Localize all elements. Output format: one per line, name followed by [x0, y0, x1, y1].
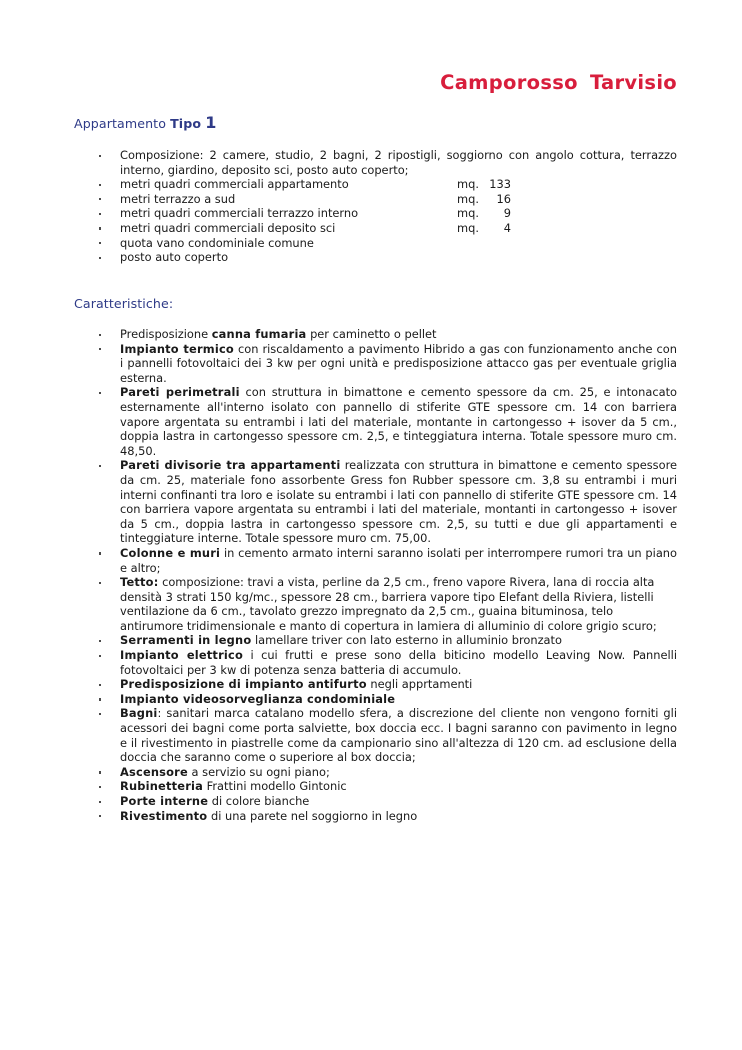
list-item	[96, 458, 677, 546]
list-item-term: Serramenti in legno	[120, 633, 252, 648]
list-item	[96, 177, 677, 192]
list-item-text: : sanitari marca catalano modello sfera, a discrezione del cliente non vengono forniti gli acessori dei bagni come porta salviette, box doccia ecc. I bagni saranno con pavimento in legno e il rivestimento in piastrelle come da campionario sino all'altezza di 120 cm. ad esclusione della doccia che saranno come o superiore al box doccia;	[120, 706, 677, 765]
list-item	[96, 250, 677, 265]
apartment-type-heading	[74, 115, 216, 131]
list-item	[96, 221, 677, 236]
list-item	[96, 342, 677, 386]
list-item-text: in cemento armato interni saranno isolati per interrompere rumori tra un piano e altro;	[120, 545, 677, 575]
measure-value: 9	[503, 206, 511, 221]
list-item-text: negli apprtamenti	[366, 677, 473, 692]
list-item-text: a servizio su ogni piano;	[187, 764, 330, 779]
measure-label: metri quadri commerciali appartamento	[120, 177, 349, 192]
list-item	[96, 192, 677, 207]
list-item-term: Predisposizione di impianto antifurto	[120, 677, 367, 692]
list-item-text: lamellare triver con lato esterno in alluminio bronzato	[251, 633, 562, 648]
measure-label: metri terrazzo a sud	[120, 191, 236, 206]
measure-unit: mq.	[457, 220, 479, 235]
measure-row	[120, 191, 511, 206]
page-title: Camporosso Tarvisio	[440, 71, 677, 94]
measure-value: 133	[489, 177, 511, 192]
list-item-text: i cui frutti e prese sono della biticino modello Leaving Now. Pannelli fotovoltaici per 3 kw di potenza senza batteria di accumulo.	[120, 648, 677, 677]
apartment-heading-label: Tipo	[170, 116, 202, 131]
measure-value: 4	[503, 220, 511, 235]
list-item-term: Impianto elettrico	[120, 648, 243, 663]
list-item-term: Impianto termico	[120, 341, 234, 356]
list-item-term: Colonne e muri	[120, 545, 221, 560]
list-item	[96, 677, 677, 692]
composition-list	[96, 148, 677, 265]
apartment-heading-prefix: Appartamento	[74, 116, 166, 131]
list-item-term: Porte interne	[120, 794, 209, 808]
list-item	[96, 648, 677, 677]
list-item-prefix: Predisposizione	[120, 327, 212, 341]
list-item	[96, 692, 677, 707]
list-item-term: Pareti perimetrali	[120, 385, 240, 400]
list-item	[96, 206, 677, 221]
list-item-text: per caminetto o pellet	[306, 327, 437, 341]
list-item-text: di colore bianche	[208, 794, 310, 808]
list-item	[96, 148, 677, 177]
list-item-term: Impianto videosorveglianza condominiale	[120, 691, 396, 706]
list-item	[96, 236, 677, 251]
list-item-term: Bagni	[120, 706, 158, 721]
measure-unit: mq.	[457, 206, 479, 221]
list-item-text: Composizione: 2 camere, studio, 2 bagni, 2 ripostigli, soggiorno con angolo cottura, terrazzo interno, giardino, deposito sci, posto auto coperto;	[120, 148, 677, 177]
measure-unit: mq.	[457, 191, 479, 206]
list-item	[96, 706, 677, 764]
list-item	[96, 779, 677, 794]
list-item-text: posto auto coperto	[120, 250, 229, 265]
list-item-text: quota vano condominiale comune	[120, 235, 314, 250]
list-item	[96, 794, 677, 809]
measure-value: 16	[496, 191, 511, 206]
list-item-text: realizzata con struttura in bimattone e cemento spessore da cm. 25, materiale fono assorbente Gress fon Rubber spessore cm. 3,8 su entrambi i muri interni confinanti tra loro e isolate su entrambi i lati con pannello di stiferite GTE spessore cm. 14 con barriera vapore argentata su entrambi i lati del materiale, montanti in cartongesso + isover da 5 cm., doppia lastra in cartongesso spessore cm. 2,5, su tutti e due gli appartamenti e tinteggiature interne. Totale spessore muro cm. 75,00.	[120, 458, 678, 546]
list-item-term: canna fumaria	[211, 327, 307, 341]
measure-label: metri quadri commerciali terrazzo interno	[120, 206, 359, 221]
list-item-term: Rivestimento	[120, 808, 208, 823]
list-item-term: Tetto:	[120, 575, 159, 590]
measure-row	[120, 220, 511, 235]
list-item-text: con riscaldamento a pavimento Hibrido a gas con funzionamento anche con i pannelli fotovoltaici dei 3 kw per ogni unità e predisposizione attacco gas per eventuale griglia esterna.	[120, 341, 677, 385]
list-item	[96, 575, 677, 633]
list-item	[96, 546, 677, 575]
list-item-text: con struttura in bimattone e cemento spessore da cm. 25, e intonacato esternamente all'interno isolato con pannello di stiferite GTE spessore cm. 14 con barriera vapore argentata su entrambi i lati del materiale, montante in cartongesso + isover da 5 cm., doppia lastra in cartongesso spessore cm. 2,5, e tinteggiatura interna. Totale spessore muro cm. 48,50.	[120, 385, 678, 458]
list-item-term: Rubinetteria	[120, 779, 203, 794]
apartment-heading-number: 1	[205, 113, 217, 132]
list-item-text: Frattini modello Gintonic	[203, 779, 347, 794]
list-item	[96, 633, 677, 648]
list-item-term: Ascensore	[120, 764, 188, 779]
list-item	[96, 385, 677, 458]
list-item-term: Pareti divisorie tra appartamenti	[120, 458, 341, 473]
measure-row	[120, 206, 511, 221]
characteristics-list	[96, 327, 677, 823]
list-item-text: di una parete nel soggiorno in legno	[207, 808, 418, 823]
measure-label: metri quadri commerciali deposito sci	[120, 220, 336, 235]
measure-row	[120, 177, 511, 192]
characteristics-heading: Caratteristiche:	[74, 296, 174, 311]
measure-unit: mq.	[457, 177, 479, 192]
list-item-text: composizione: travi a vista, perline da 2,5 cm., freno vapore Rivera, lana di roccia alta densità 3 strati 150 kg/mc., spessore 28 cm., barriera vapore tipo Elefant della Riviera, listelli ventilazione da 6 cm., tavolato grezzo impregnato da 2,5 cm., guaina bituminosa, telo antirumore tridimensionale e manto di copertura in lamiera di alluminio di colore grigio scuro;	[120, 575, 657, 633]
list-item	[96, 765, 677, 780]
list-item	[96, 809, 677, 824]
list-item	[96, 327, 677, 342]
